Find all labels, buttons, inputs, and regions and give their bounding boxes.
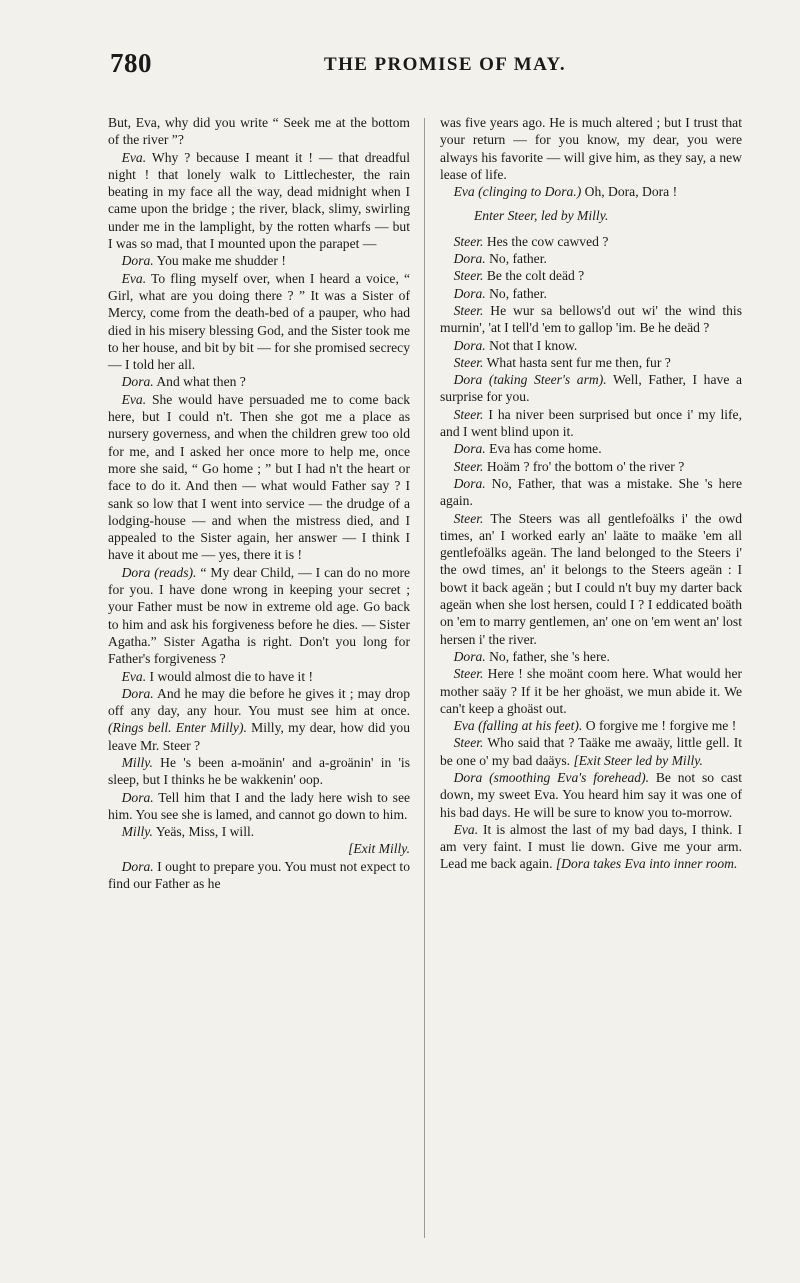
- stage-direction: (smoothing Eva's forehead).: [489, 769, 650, 785]
- dialogue-line: [440, 371, 742, 406]
- speaker-name: Milly.: [121, 754, 153, 770]
- stage-direction-enter: Enter Steer, led by Milly.: [474, 208, 609, 224]
- dialogue-text: To fling myself over, when I heard a voice, “ Girl, what are you doing there ? ” It was a Sister of Mercy, come from the death-bed of a pauper, who had died in his misery blessing God, and the Sister took me to her house, and bit by bit — for she promised secrecy — I told her all.: [108, 270, 410, 373]
- dialogue-text: Yeäs, Miss, I will.: [155, 824, 255, 840]
- continued-paragraph: was five years ago. He is much altered ; but I trust that your return — for you know, my dear, you were always his favorite — will give him, as they say, a new lease of life.: [440, 115, 742, 182]
- dialogue-text: It is almost the last of my bad days, I think. I am very faint. I must lie down. Give me your arm. Lead me back again.: [440, 821, 742, 872]
- dialogue-line: [108, 754, 410, 789]
- stage-direction: [Exit Steer led by Milly.: [573, 752, 703, 768]
- dialogue-text: I would almost die to have it !: [149, 668, 314, 684]
- left-text-column: [108, 114, 410, 892]
- speaker-name: Dora.: [453, 475, 486, 491]
- speaker-name: Dora.: [121, 789, 154, 805]
- speaker-name: Eva.: [121, 149, 147, 165]
- dialogue-text: No, father, she 's here.: [489, 648, 610, 664]
- dialogue-text: Eva has come home.: [489, 441, 602, 457]
- dialogue-text: The Steers was all gentlefoälks i' the owd times, an' I worked early an' laäte to maäke 'em all gentlefoälks ageän. The land belonged to the Steers i' the owd times, an' it belongs to the Steers ageän : I bowt it back ageän ; but I could n't buy my darter back ageän when she lost hersen, could I ? I eddicated boäth on 'em to marry gentlemen, an' one on 'em went an' lost hersen i' the river.: [440, 510, 742, 647]
- dialogue-text: O forgive me ! forgive me !: [585, 718, 737, 734]
- speaker-name: Milly.: [121, 824, 153, 840]
- stage-direction: (Rings bell. Enter Milly).: [108, 720, 247, 736]
- speaker-name: Steer.: [453, 666, 484, 682]
- stage-direction: (reads).: [154, 564, 197, 580]
- dialogue-text: Be the colt deäd ?: [486, 268, 585, 284]
- speaker-name: Dora.: [453, 251, 486, 267]
- speaker-name: Dora.: [121, 374, 154, 390]
- dialogue-line: [108, 668, 410, 685]
- stage-direction-exit: [Exit Milly.: [348, 841, 410, 857]
- speaker-name: Steer.: [453, 268, 484, 284]
- speaker-name: Eva.: [453, 821, 479, 837]
- dialogue-text: Tell him that I and the lady here wish to see him. You see she is lamed, and cannot go down to him.: [108, 789, 411, 822]
- speaker-name: Dora.: [453, 337, 486, 353]
- speaker-name: Dora: [453, 372, 483, 388]
- dialogue-text: You make me shudder !: [156, 253, 286, 269]
- dialogue-line: [440, 183, 742, 200]
- dialogue-text: Who said that ? Taäke me awaäy, little gell. It be one o' my bad daäys.: [440, 735, 743, 768]
- dialogue-line: [108, 564, 410, 668]
- speaker-name: Eva.: [121, 668, 147, 684]
- dialogue-text: What hasta sent fur me then, fur ?: [486, 354, 671, 370]
- dialogue-line: [440, 406, 742, 441]
- speaker-name: Steer.: [453, 233, 484, 249]
- stage-direction: (clinging to Dora.): [478, 184, 582, 200]
- speaker-name: Eva: [453, 718, 475, 734]
- dialogue-text: Milly, my dear, how did you leave Mr. Steer ?: [108, 720, 410, 753]
- dialogue-text: I ought to prepare you. You must not expect to find our Father as he: [108, 858, 410, 892]
- dialogue-text: And he may die before he gives it ; may drop off any day, any hour. You must see him at once.: [108, 685, 410, 719]
- dialogue-line: [108, 823, 410, 840]
- dialogue-line: [440, 648, 742, 665]
- dialogue-line: [440, 458, 742, 475]
- dialogue-line: [440, 821, 742, 873]
- dialogue-line: [440, 510, 742, 648]
- speaker-name: Dora.: [453, 648, 486, 664]
- dialogue-text: I ha niver been surprised but once i' my life, and I went blind upon it.: [440, 406, 742, 440]
- page-header: [110, 48, 780, 88]
- dialogue-line: [440, 665, 742, 717]
- right-text-column: [440, 114, 742, 873]
- dialogue-line: [440, 717, 742, 734]
- dialogue-text: She would have persuaded me to come back here, but I could n't. Then she got me a place as nursery governess, and when the children grew too old for me, and I asked her once more to help me, once more she said, “ Go home ; ” but I had n't the heart or face to do it. And then — what would Father say ? I sank so low that I went into service — the drudge of a lodging-house — and when the mistress died, and I appealed to the Sister again, her answer — I think I have it about me — yes, there it is !: [108, 391, 410, 563]
- speaker-name: Steer.: [453, 458, 484, 474]
- dialogue-line: [440, 734, 742, 769]
- continued-paragraph: But, Eva, why did you write “ Seek me at the bottom of the river ”?: [108, 115, 410, 148]
- speaker-name: Dora: [453, 769, 483, 785]
- speaker-name: Dora.: [121, 253, 154, 269]
- dialogue-line: [108, 789, 410, 824]
- dialogue-text: “ My dear Child, — I can do no more for you. I have done wrong in keeping your secret ; your Father must be now in extreme old age. Go back to him and ask his forgiveness before he dies. — Sister Agatha.” Sister Agatha is right. Don't you long for Father's forgiveness ?: [108, 564, 410, 667]
- dialogue-text: He 's been a-moänin' and a-groänin' in 'is sleep, but I thinks he be wakkenin' oop.: [108, 754, 411, 788]
- dialogue-text: Here ! she moänt coom here. What would her mother saäy ? If it be her ghoäst, we mun abide it. We can't keep a ghoäst out.: [440, 666, 743, 716]
- dialogue-text: Be not so cast down, my sweet Eva. You heard him say it was one of his bad days. He will be sure to know you to-morrow.: [440, 769, 742, 820]
- dialogue-line: [108, 373, 410, 390]
- dialogue-text: Not that I know.: [489, 337, 578, 353]
- speaker-name: Eva: [453, 184, 475, 200]
- speaker-name: Eva.: [121, 270, 147, 286]
- dialogue-text: Oh, Dora, Dora !: [584, 184, 678, 200]
- dialogue-text: And what then ?: [156, 374, 246, 390]
- dialogue-text: Hoäm ? fro' the bottom o' the river ?: [486, 458, 685, 474]
- speaker-name: Steer.: [453, 302, 484, 318]
- dialogue-line: [440, 267, 742, 284]
- dialogue-text: He wur sa bellows'd out wi' the wind this murnin', 'at I tell'd 'em to gallop 'im. Be he deäd ?: [440, 302, 742, 336]
- dialogue-line: [108, 685, 410, 754]
- dialogue-line: [440, 233, 742, 250]
- speaker-name: Dora.: [121, 858, 154, 874]
- dialogue-text: No, father.: [489, 251, 547, 267]
- dialogue-line: [108, 858, 410, 893]
- speaker-name: Steer.: [453, 406, 484, 422]
- page-number: 780: [110, 48, 152, 78]
- dialogue-line: [440, 285, 742, 302]
- dialogue-text: No, Father, that was a mistake. She 's here again.: [440, 475, 742, 509]
- dialogue-line: [440, 354, 742, 371]
- speaker-name: Dora.: [121, 685, 154, 701]
- dialogue-line: [108, 270, 410, 374]
- stage-direction: [Dora takes Eva into inner room.: [555, 856, 738, 872]
- stage-direction: (falling at his feet).: [478, 718, 583, 734]
- dialogue-line: [108, 252, 410, 269]
- dialogue-line: [440, 475, 742, 510]
- dialogue-text: Well, Father, I have a surprise for you.: [440, 372, 742, 405]
- dialogue-line: [440, 250, 742, 267]
- dialogue-line: [440, 337, 742, 354]
- speaker-name: Dora.: [453, 285, 486, 301]
- column-divider: [424, 118, 425, 1238]
- dialogue-text: No, father.: [489, 285, 547, 301]
- speaker-name: Steer.: [453, 510, 484, 526]
- stage-direction: (taking Steer's arm).: [488, 372, 607, 388]
- dialogue-line: [108, 391, 410, 564]
- speaker-name: Steer.: [453, 735, 484, 751]
- speaker-name: Steer.: [453, 354, 484, 370]
- speaker-name: Eva.: [121, 391, 147, 407]
- speaker-name: Dora.: [453, 441, 486, 457]
- dialogue-line: [440, 440, 742, 457]
- dialogue-line: [108, 149, 410, 253]
- running-title: THE PROMISE OF MAY.: [324, 54, 566, 75]
- speaker-name: Dora: [121, 564, 151, 580]
- dialogue-line: [440, 769, 742, 821]
- dialogue-line: [440, 302, 742, 337]
- dialogue-text: Hes the cow cawved ?: [486, 233, 609, 249]
- dialogue-text: Why ? because I meant it ! — that dreadful night ! that lonely walk to Littlechester, the rain beating in my face all the way, dead midnight when I came upon the bridge ; the river, black, slimy, swirling under me in the lamplight, by the rotten wharfs — but I was so mad, that I mounted upon the parapet —: [108, 149, 411, 252]
